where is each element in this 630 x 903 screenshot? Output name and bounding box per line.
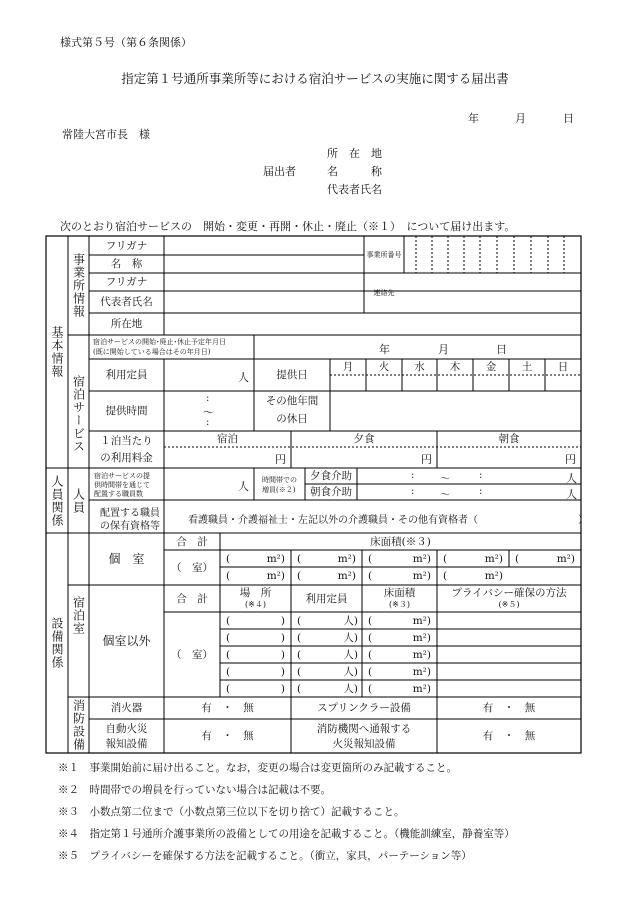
extinguisher-label: 消火器 [110, 702, 143, 714]
private-area-cell: ( m² ) [226, 570, 285, 582]
private-area-cell: ( m² ) [368, 552, 431, 565]
dinner-assist-label: 夕食介助 [310, 470, 352, 482]
day-tue: 火 [378, 361, 390, 373]
extinguisher-yesno: 有 ・ 無 [201, 702, 254, 714]
qualification-label-2: の保有資格等 [100, 521, 160, 532]
other-floor-cell: ( m² ) [368, 648, 431, 661]
day-sat: 土 [521, 361, 533, 373]
day-thu: 木 [449, 361, 461, 373]
sprinkler-yesno: 有 ・ 無 [482, 702, 536, 714]
fee-dinner-label: 夕食 [353, 433, 375, 445]
staff-unit: 人 [238, 480, 249, 493]
increase-label-1: 時間帯での [262, 476, 297, 484]
section-basic-info: 基本情報 [50, 326, 64, 378]
other-floor-cell: ( m² ) [368, 665, 431, 678]
alarm-yesno: 有 ・ 無 [201, 730, 254, 742]
fee-label-1: １泊当たり [100, 435, 153, 447]
fee-dinner-yen: 円 [421, 453, 432, 466]
page-title: 指定第１号通所事業所等における宿泊サービスの実施に関する届出書 [121, 71, 509, 86]
section-stay-service: 宿泊サービス [71, 374, 86, 453]
start-date-month: 月 [438, 343, 449, 356]
section-equipment: 設備関係 [50, 617, 64, 669]
provide-day-label: 提供日 [276, 369, 308, 381]
office-name-label: 名 称 [110, 258, 143, 270]
fee-label-2: の利用料金 [100, 452, 153, 464]
section-staff-relation: 人員関係 [50, 474, 64, 527]
applicant-label: 届出者 [263, 165, 296, 178]
footnote-5: ※５ プライバシーを確保する方法を記載すること。（衝立，家具，パーテーション等） [58, 850, 472, 862]
other-floor-cell: ( m² ) [368, 614, 431, 627]
breakfast-tilde: 〜 [440, 490, 450, 501]
capacity-unit: 人 [238, 371, 249, 384]
private-total-label: 合 計 [176, 535, 208, 548]
fee-breakfast-label: 朝食 [498, 433, 520, 445]
dinner-colon-2: : [479, 470, 483, 481]
date-month: 月 [515, 112, 526, 125]
date-day: 日 [563, 112, 574, 125]
location-label: 所在地 [110, 318, 143, 330]
increase-label-2: 増員(※２) [262, 486, 296, 494]
other-place-cell: ( ) [226, 631, 285, 644]
private-area-cell: ( m² ) [368, 570, 431, 582]
private-area-cell: ( m² ) [443, 552, 503, 565]
footnote-1: ※１ 事業開始前に届け出ること。なお，変更の場合は変更箇所のみ記載すること。 [58, 762, 457, 774]
staff-label-2: 供時間帯を通じて [94, 481, 150, 489]
fee-stay-yen: 円 [275, 453, 286, 466]
start-date-label: 宿泊サービスの開始･廃止･休止予定年月日 [93, 338, 226, 346]
staff-label-3: 配置する職員数 [94, 490, 143, 498]
place-label: 場 所 [239, 586, 272, 599]
start-date-day: 日 [496, 343, 507, 356]
privacy-label: プライバシー確保の方法 [451, 586, 567, 599]
breakfast-assist-label: 朝食介助 [310, 486, 352, 498]
start-date-note: (既に開始している場合はその年月日) [93, 348, 211, 356]
section-room: 宿泊室 [71, 595, 86, 635]
other-total-label: 合 計 [176, 592, 208, 605]
other-capacity-cell: ( 人 ) [297, 631, 358, 644]
rep-furigana-label: フリガナ [105, 276, 148, 288]
applicant-name-label: 名 称 [327, 165, 382, 178]
private-area-cell: ( m² ) [297, 570, 356, 582]
day-fri: 金 [485, 361, 497, 373]
fire-report-label-2: 火災報知設備 [332, 737, 396, 750]
fee-breakfast-yen: 円 [565, 453, 576, 466]
other-capacity-cell: ( 人 ) [297, 682, 358, 695]
footnote-3: ※３ 小数点第二位まで（小数点第三位以下を切り捨て）記載すること。 [58, 806, 405, 818]
time-tilde: 〜 [203, 406, 214, 419]
private-area-cell: ( m² ) [443, 570, 503, 582]
furigana-label: フリガナ [105, 239, 148, 252]
date-year: 年 [468, 112, 479, 125]
applicant-address-label: 所 在 地 [327, 147, 382, 160]
breakfast-unit: 人 [566, 488, 577, 501]
privacy-note: (※５) [498, 600, 520, 609]
other-floor-note: (※３) [389, 600, 410, 609]
time-start-colon: : [206, 393, 210, 404]
place-note: (※４) [245, 600, 266, 609]
dinner-colon-1: : [411, 470, 415, 481]
private-count: （ 室） [171, 561, 213, 574]
other-floor-cell: ( m² ) [368, 682, 431, 695]
other-place-cell: ( ) [226, 614, 285, 627]
footnote-2: ※２ 時間帯での増員を行っていない場合は記載は不要。 [58, 784, 331, 796]
time-end-colon: : [206, 417, 210, 428]
sprinkler-label: スプリンクラー設備 [317, 702, 411, 714]
section-staff: 人員 [71, 487, 86, 514]
office-number-label: 事業所番号 [366, 250, 402, 259]
other-capacity-cell: ( 人 ) [297, 614, 358, 627]
qualification-text: 看護職員・介護福祉士・左記以外の介護職員・その他有資格者（ ） [188, 515, 588, 526]
other-place-cell: ( ) [226, 648, 285, 661]
private-room-label: 個 室 [108, 552, 145, 566]
day-mon: 月 [342, 361, 354, 373]
intro-text: 次のとおり宿泊サービスの 開始・変更・再開・休止・廃止（※１） について届け出ます。 [60, 220, 516, 233]
start-date-year: 年 [379, 343, 390, 356]
rep-name-label: 代表者氏名 [100, 296, 153, 308]
other-capacity-cell: ( 人 ) [297, 648, 358, 661]
breakfast-colon-1: : [411, 486, 415, 497]
addressee: 常陸大宮市長 様 [62, 128, 150, 141]
section-office-info: 事業所情報 [71, 253, 86, 318]
provide-time-label: 提供時間 [105, 405, 148, 417]
footnote-4: ※４ 指定第１号通所介護事業所の設備としての用途を記載すること。（機能訓練室，静養室等） [58, 828, 515, 840]
fee-stay-label: 宿泊 [217, 433, 238, 445]
fire-report-yesno: 有 ・ 無 [482, 730, 536, 742]
other-capacity-label: 利用定員 [305, 592, 348, 605]
contact-label: 連絡先 [373, 289, 395, 297]
private-area-cell: ( m² ) [515, 552, 575, 565]
private-area-cell: ( m² ) [297, 552, 356, 565]
dinner-unit: 人 [566, 472, 577, 485]
other-capacity-cell: ( 人 ) [297, 665, 358, 678]
qualification-label-1: 配置する職員 [100, 508, 160, 519]
dinner-tilde: 〜 [440, 474, 450, 485]
section-fire: 消防設備 [71, 699, 86, 751]
day-wed: 水 [414, 361, 425, 373]
other-floor-label: 床面積 [383, 586, 416, 599]
alarm-label-2: 報知設備 [105, 737, 148, 750]
holiday-label-1: その他年間 [265, 395, 319, 407]
other-place-cell: ( ) [226, 665, 285, 678]
staff-label-1: 宿泊サービスの提 [94, 472, 150, 480]
alarm-label-1: 自動火災 [105, 722, 148, 735]
fire-report-label-1: 消防機関へ通報する [316, 722, 412, 735]
other-room-label: 個室以外 [102, 634, 151, 648]
other-floor-cell: ( m² ) [368, 631, 431, 644]
breakfast-colon-2: : [479, 486, 483, 497]
capacity-label: 利用定員 [105, 369, 148, 381]
holiday-label-2: の休日 [276, 413, 308, 425]
day-sun: 日 [557, 361, 569, 373]
form-number: 様式第５号（第６条関係） [60, 36, 192, 49]
other-place-cell: ( ) [226, 682, 285, 695]
private-floor-area-label: 床面積(※３) [370, 535, 431, 548]
applicant-rep-label: 代表者氏名 [327, 183, 382, 196]
other-count: （ 室） [171, 648, 213, 661]
private-area-cell: ( m² ) [226, 552, 285, 565]
